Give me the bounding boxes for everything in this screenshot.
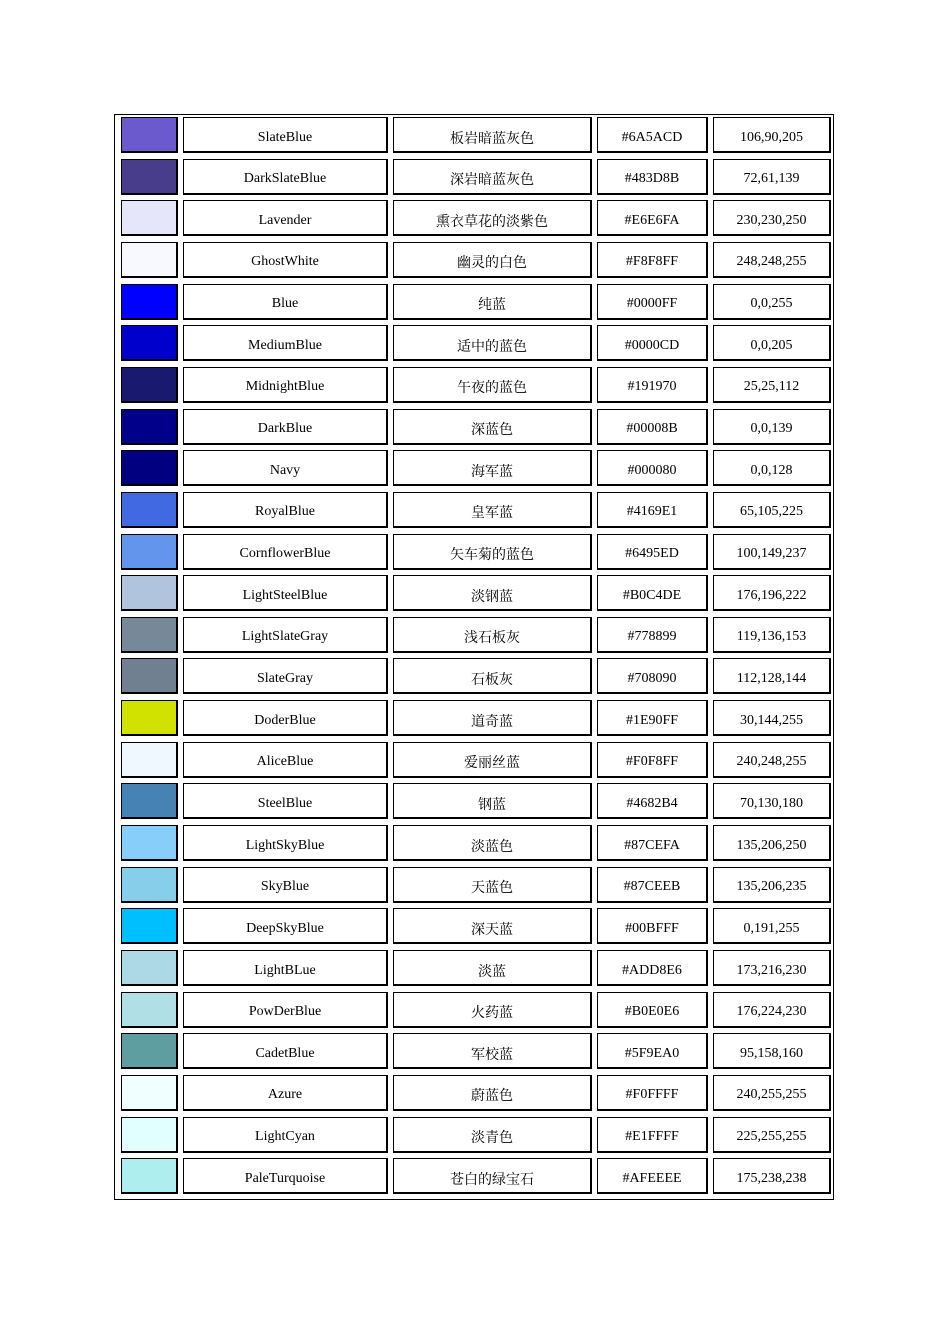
chinese-name-cell: 石板灰: [393, 658, 592, 694]
table-row: [115, 284, 833, 322]
hex-code-cell: #0000FF: [597, 284, 708, 320]
hex-code-cell: #483D8B: [597, 159, 708, 195]
rgb-value-cell: 225,255,255: [713, 1117, 831, 1153]
english-name-cell: LightCyan: [183, 1117, 388, 1153]
chinese-name-cell: 蔚蓝色: [393, 1075, 592, 1111]
chinese-name-cell: 深蓝色: [393, 409, 592, 445]
hex-code-cell: #00BFFF: [597, 908, 708, 944]
table-row: [115, 617, 833, 655]
english-name-cell: GhostWhite: [183, 242, 388, 278]
rgb-value-cell: 135,206,235: [713, 867, 831, 903]
english-name-cell: SteelBlue: [183, 783, 388, 819]
rgb-value-cell: 0,0,255: [713, 284, 831, 320]
color-swatch: [121, 450, 178, 486]
color-swatch: [121, 783, 178, 819]
hex-code-cell: #B0C4DE: [597, 575, 708, 611]
hex-code-cell: #00008B: [597, 409, 708, 445]
hex-code-cell: #AFEEEE: [597, 1158, 708, 1194]
table-row: [115, 575, 833, 613]
hex-code-cell: #4682B4: [597, 783, 708, 819]
chinese-name-cell: 淡青色: [393, 1117, 592, 1153]
color-swatch: [121, 409, 178, 445]
english-name-cell: AliceBlue: [183, 742, 388, 778]
hex-code-cell: #E6E6FA: [597, 200, 708, 236]
rgb-value-cell: 106,90,205: [713, 117, 831, 153]
rgb-value-cell: 0,191,255: [713, 908, 831, 944]
table-row: [115, 492, 833, 530]
hex-code-cell: #0000CD: [597, 325, 708, 361]
table-row: [115, 908, 833, 946]
chinese-name-cell: 爱丽丝蓝: [393, 742, 592, 778]
english-name-cell: DarkSlateBlue: [183, 159, 388, 195]
color-swatch: [121, 950, 178, 986]
color-swatch: [121, 1075, 178, 1111]
rgb-value-cell: 173,216,230: [713, 950, 831, 986]
chinese-name-cell: 午夜的蓝色: [393, 367, 592, 403]
rgb-value-cell: 112,128,144: [713, 658, 831, 694]
chinese-name-cell: 熏衣草花的淡紫色: [393, 200, 592, 236]
color-swatch: [121, 1117, 178, 1153]
table-row: [115, 700, 833, 738]
color-swatch: [121, 1158, 178, 1194]
chinese-name-cell: 苍白的绿宝石: [393, 1158, 592, 1194]
table-row: [115, 658, 833, 696]
hex-code-cell: #1E90FF: [597, 700, 708, 736]
rgb-value-cell: 30,144,255: [713, 700, 831, 736]
rgb-value-cell: 72,61,139: [713, 159, 831, 195]
hex-code-cell: #F0FFFF: [597, 1075, 708, 1111]
hex-code-cell: #F8F8FF: [597, 242, 708, 278]
hex-code-cell: #5F9EA0: [597, 1033, 708, 1069]
rgb-value-cell: 0,0,139: [713, 409, 831, 445]
color-swatch: [121, 200, 178, 236]
color-swatch: [121, 658, 178, 694]
color-swatch: [121, 742, 178, 778]
english-name-cell: PaleTurquoise: [183, 1158, 388, 1194]
hex-code-cell: #87CEFA: [597, 825, 708, 861]
table-row: [115, 325, 833, 363]
english-name-cell: Navy: [183, 450, 388, 486]
chinese-name-cell: 天蓝色: [393, 867, 592, 903]
rgb-value-cell: 0,0,128: [713, 450, 831, 486]
hex-code-cell: #6A5ACD: [597, 117, 708, 153]
table-row: [115, 117, 833, 155]
chinese-name-cell: 淡蓝色: [393, 825, 592, 861]
chinese-name-cell: 幽灵的白色: [393, 242, 592, 278]
rgb-value-cell: 240,255,255: [713, 1075, 831, 1111]
chinese-name-cell: 火药蓝: [393, 992, 592, 1028]
color-swatch: [121, 534, 178, 570]
rgb-value-cell: 176,196,222: [713, 575, 831, 611]
table-row: [115, 1117, 833, 1155]
table-row: [115, 159, 833, 197]
color-swatch: [121, 575, 178, 611]
color-swatch: [121, 242, 178, 278]
table-row: [115, 783, 833, 821]
chinese-name-cell: 道奇蓝: [393, 700, 592, 736]
english-name-cell: Blue: [183, 284, 388, 320]
color-swatch: [121, 700, 178, 736]
hex-code-cell: #87CEEB: [597, 867, 708, 903]
hex-code-cell: #000080: [597, 450, 708, 486]
table-row: [115, 742, 833, 780]
table-row: [115, 200, 833, 238]
hex-code-cell: #778899: [597, 617, 708, 653]
rgb-value-cell: 175,238,238: [713, 1158, 831, 1194]
table-row: [115, 1033, 833, 1071]
chinese-name-cell: 适中的蓝色: [393, 325, 592, 361]
rgb-value-cell: 100,149,237: [713, 534, 831, 570]
hex-code-cell: #6495ED: [597, 534, 708, 570]
chinese-name-cell: 矢车菊的蓝色: [393, 534, 592, 570]
chinese-name-cell: 淡蓝: [393, 950, 592, 986]
chinese-name-cell: 浅石板灰: [393, 617, 592, 653]
table-row: [115, 450, 833, 488]
english-name-cell: MediumBlue: [183, 325, 388, 361]
english-name-cell: LightBLue: [183, 950, 388, 986]
english-name-cell: LightSlateGray: [183, 617, 388, 653]
hex-code-cell: #B0E0E6: [597, 992, 708, 1028]
chinese-name-cell: 深岩暗蓝灰色: [393, 159, 592, 195]
chinese-name-cell: 深天蓝: [393, 908, 592, 944]
chinese-name-cell: 皇军蓝: [393, 492, 592, 528]
color-swatch: [121, 492, 178, 528]
chinese-name-cell: 钢蓝: [393, 783, 592, 819]
table-row: [115, 409, 833, 447]
hex-code-cell: #ADD8E6: [597, 950, 708, 986]
hex-code-cell: #F0F8FF: [597, 742, 708, 778]
rgb-value-cell: 65,105,225: [713, 492, 831, 528]
hex-code-cell: #191970: [597, 367, 708, 403]
chinese-name-cell: 军校蓝: [393, 1033, 592, 1069]
rgb-value-cell: 70,130,180: [713, 783, 831, 819]
english-name-cell: Lavender: [183, 200, 388, 236]
rgb-value-cell: 230,230,250: [713, 200, 831, 236]
color-swatch: [121, 1033, 178, 1069]
table-row: [115, 950, 833, 988]
english-name-cell: SlateBlue: [183, 117, 388, 153]
rgb-value-cell: 248,248,255: [713, 242, 831, 278]
rgb-value-cell: 135,206,250: [713, 825, 831, 861]
color-swatch: [121, 325, 178, 361]
color-swatch: [121, 908, 178, 944]
english-name-cell: MidnightBlue: [183, 367, 388, 403]
color-swatch: [121, 284, 178, 320]
rgb-value-cell: 240,248,255: [713, 742, 831, 778]
hex-code-cell: #708090: [597, 658, 708, 694]
table-row: [115, 1158, 833, 1196]
english-name-cell: DeepSkyBlue: [183, 908, 388, 944]
english-name-cell: DoderBlue: [183, 700, 388, 736]
english-name-cell: DarkBlue: [183, 409, 388, 445]
table-row: [115, 825, 833, 863]
table-row: [115, 534, 833, 572]
color-swatch: [121, 617, 178, 653]
table-row: [115, 1075, 833, 1113]
chinese-name-cell: 淡钢蓝: [393, 575, 592, 611]
chinese-name-cell: 板岩暗蓝灰色: [393, 117, 592, 153]
hex-code-cell: #4169E1: [597, 492, 708, 528]
rgb-value-cell: 25,25,112: [713, 367, 831, 403]
english-name-cell: Azure: [183, 1075, 388, 1111]
english-name-cell: LightSkyBlue: [183, 825, 388, 861]
color-swatch: [121, 117, 178, 153]
color-swatch: [121, 992, 178, 1028]
chinese-name-cell: 海军蓝: [393, 450, 592, 486]
english-name-cell: CadetBlue: [183, 1033, 388, 1069]
english-name-cell: RoyalBlue: [183, 492, 388, 528]
color-swatch: [121, 367, 178, 403]
english-name-cell: SkyBlue: [183, 867, 388, 903]
table-row: [115, 242, 833, 280]
rgb-value-cell: 176,224,230: [713, 992, 831, 1028]
chinese-name-cell: 纯蓝: [393, 284, 592, 320]
english-name-cell: PowDerBlue: [183, 992, 388, 1028]
rgb-value-cell: 0,0,205: [713, 325, 831, 361]
english-name-cell: LightSteelBlue: [183, 575, 388, 611]
english-name-cell: CornflowerBlue: [183, 534, 388, 570]
rgb-value-cell: 95,158,160: [713, 1033, 831, 1069]
table-row: [115, 367, 833, 405]
rgb-value-cell: 119,136,153: [713, 617, 831, 653]
table-row: [115, 992, 833, 1030]
color-swatch: [121, 867, 178, 903]
color-swatch: [121, 825, 178, 861]
color-table: [114, 114, 834, 1200]
table-row: [115, 867, 833, 905]
english-name-cell: SlateGray: [183, 658, 388, 694]
hex-code-cell: #E1FFFF: [597, 1117, 708, 1153]
color-swatch: [121, 159, 178, 195]
